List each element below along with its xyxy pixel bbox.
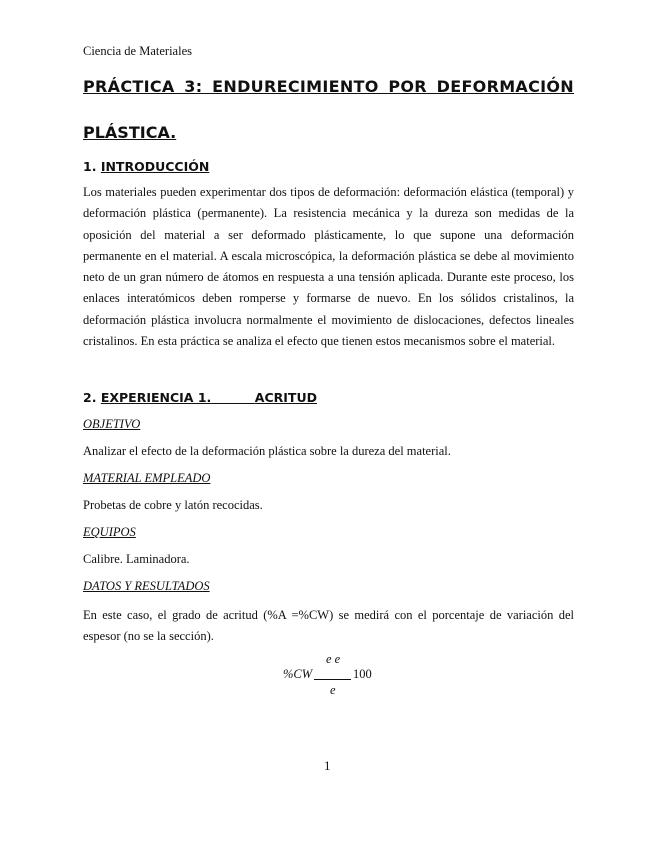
equation-lhs: %CW (283, 667, 313, 681)
fraction-bar (314, 679, 351, 680)
section-1-heading (83, 159, 209, 174)
section-2-subtitle: ACRITUD (254, 390, 317, 405)
intro-paragraph: Los materiales pueden experimentar dos tipos de deformación: deformación elástica (temporal) y deformación plástica (permanente). La resistencia mecánica y la dureza son medidas de la oposición del material a ser deformado plásticamente, lo que supone una deformación permanente en el material. A escala microscópica, la deformación plástica se debe al movimiento neto de un gran número de átomos en respuesta a una tensión aplicada. Durante este proceso, los enlaces interatómicos deben romperse y formarse de nuevo. En los sólidos cristalinos, la deformación plástica involucra normalmente el movimiento de dislocaciones, defectos lineales cristalinos. En esta práctica se analiza el efecto que tienen estos mecanismos sobre el material. (83, 185, 574, 349)
datos-text: En este caso, el grado de acritud (%A =%CW) se medirá con el porcentaje de variación del espesor (no se la sección). (83, 608, 574, 644)
equipos-text: Calibre. Laminadora. (83, 552, 190, 566)
section-2-number: 2. (83, 390, 97, 405)
running-header: Ciencia de Materiales (83, 44, 192, 58)
title-line-1: PRÁCTICA 3: ENDURECIMIENTO POR DEFORMACIÓN (83, 77, 574, 96)
page-number: 1 (324, 758, 331, 773)
equation-numerator: e e (326, 652, 341, 666)
title-line-2: PLÁSTICA. (83, 123, 177, 142)
section-2-heading (83, 390, 317, 405)
section-1-number: 1. (83, 159, 97, 174)
section-2-title: EXPERIENCIA 1. (100, 390, 212, 405)
datos-label: DATOS Y RESULTADOS (83, 579, 210, 593)
equation-denominator: e (330, 683, 336, 697)
objetivo-label: OBJETIVO (83, 417, 141, 431)
material-label: MATERIAL EMPLEADO (83, 471, 211, 485)
equipos-label: EQUIPOS (83, 525, 136, 539)
material-text: Probetas de cobre y latón recocidas. (83, 498, 263, 512)
section-1-title: INTRODUCCIÓN (100, 159, 210, 174)
equation-factor: 100 (353, 667, 372, 681)
objetivo-text: Analizar el efecto de la deformación plástica sobre la dureza del material. (83, 444, 451, 458)
